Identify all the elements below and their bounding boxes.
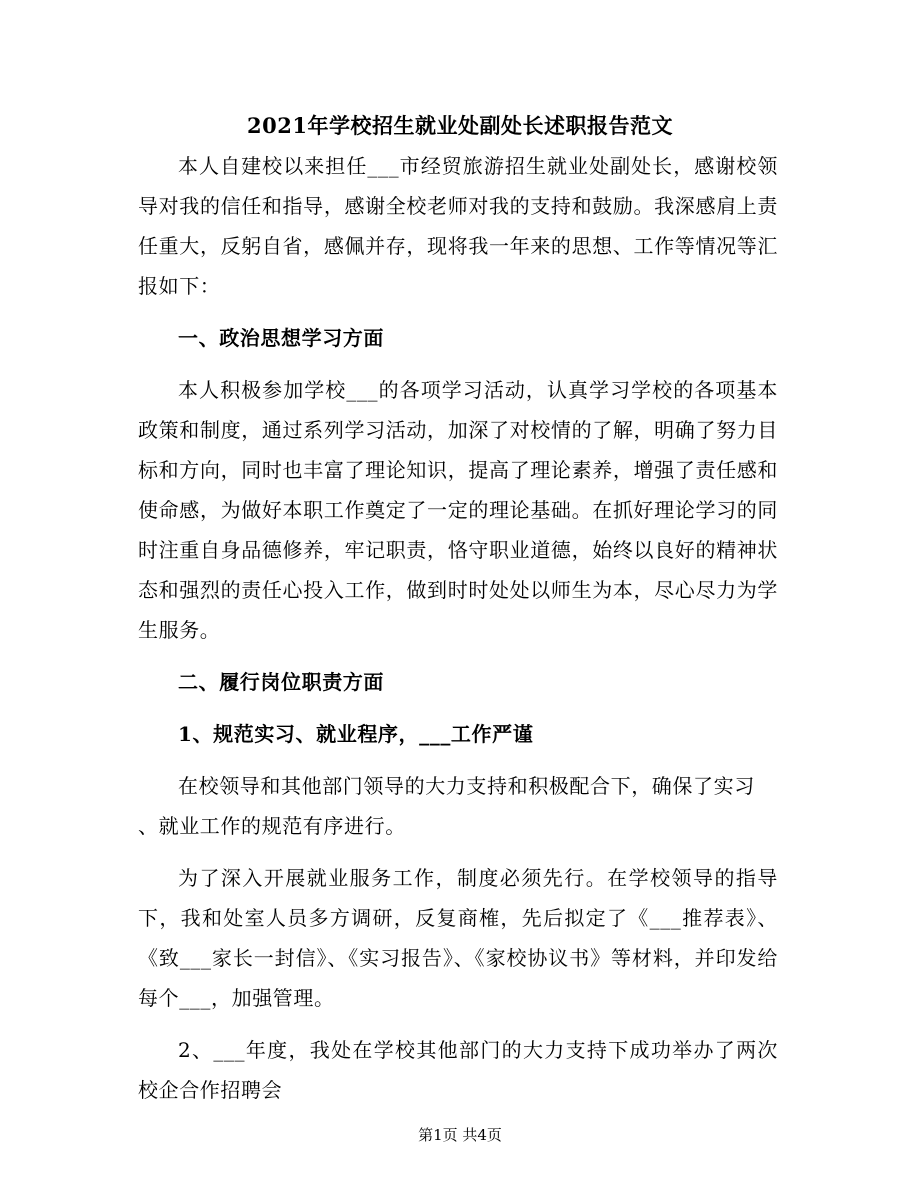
- subsection1-paragraph-line1: 在校领导和其他部门领导的大力支持和积极配合下，确保了实习: [178, 774, 755, 798]
- section1-paragraph: 本人积极参加学校___的各项学习活动，认真学习学校的各项基本政策和制度，通过系列学习活动，加深了对校情的了解，明确了努力目标和方向，同时也丰富了理论知识，提高了理论素养，增强了责任感和使命感，为做好本职工作奠定了一定的理论基础。在抓好理论学习的同时注重自身品德修养，牢记职责，恪守职业道德，始终以良好的精神状态和强烈的责任心投入工作，做到时时处处以师生为本，尽心尽力为学生服务。: [138, 378, 778, 642]
- document-body: [138, 146, 778, 1110]
- document-title: 2021年学校招生就业处副处长述职报告范文: [247, 113, 673, 138]
- subsection1-heading: 1、规范实习、就业程序，___工作严谨: [178, 722, 534, 746]
- subsection1-paragraph2: 为了深入开展就业服务工作，制度必须先行。在学校领导的指导下，我和处室人员多方调研，反复商榷，先后拟定了《___推荐表》、《致___家长一封信》、《实习报告》、《家校协议书》等材料，并印发给每个___，加强管理。: [138, 866, 778, 1010]
- subsection1-paragraph-line2: 、就业工作的规范有序进行。: [138, 814, 406, 838]
- section2-heading: 二、履行岗位职责方面: [178, 670, 384, 694]
- section1-heading: 一、政治思想学习方面: [178, 326, 384, 350]
- page-indicator: 第1页 共4页: [418, 1126, 502, 1144]
- intro-paragraph: 本人自建校以来担任___市经贸旅游招生就业处副处长，感谢校领导对我的信任和指导，感谢全校老师对我的支持和鼓励。我深感肩上责任重大，反躬自省，感佩并存，现将我一年来的思想、工作等情况等汇报如下：: [138, 154, 778, 298]
- subsection2-paragraph: 2、___年度，我处在学校其他部门的大力支持下成功举办了两次校企合作招聘会: [138, 1038, 778, 1102]
